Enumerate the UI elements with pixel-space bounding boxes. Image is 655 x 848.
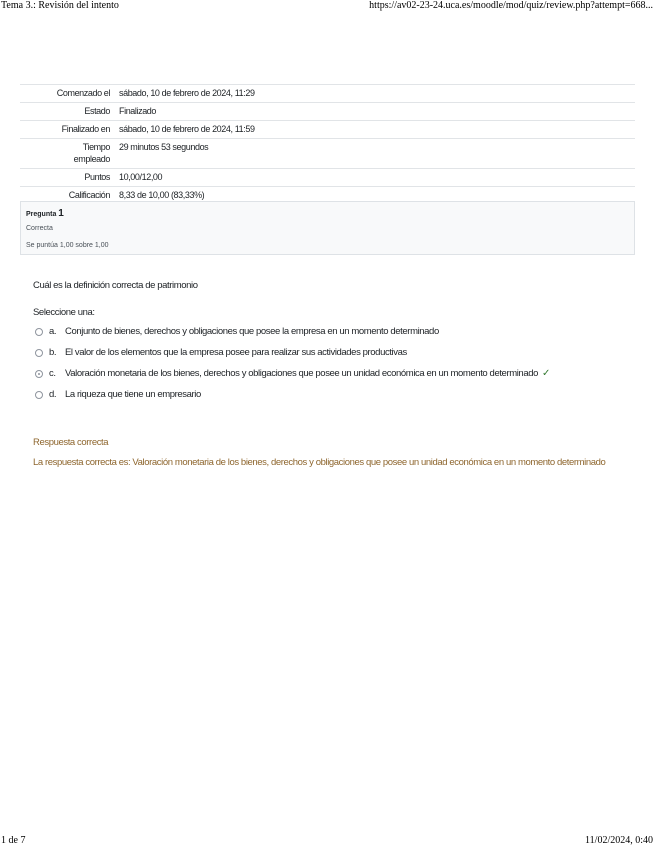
answer-option-d[interactable]: [35, 389, 201, 400]
option-text: El valor de los elementos que la empresa posee para realizar sus actividades productivas: [65, 347, 407, 358]
answer-option-b[interactable]: [35, 347, 407, 358]
summary-value: 10,00/12,00: [119, 172, 163, 182]
print-url: https://av02-23-24.uca.es/moodle/mod/quiz/review.php?attempt=668...: [369, 0, 653, 11]
option-letter: b.: [49, 347, 57, 358]
radio-icon[interactable]: [35, 328, 43, 336]
option-letter: d.: [49, 389, 57, 400]
summary-value: sábado, 10 de febrero de 2024, 11:29: [119, 88, 255, 98]
print-page-title: Tema 3.: Revisión del intento: [1, 0, 119, 11]
feedback-right-answer: La respuesta correcta es: Valoración monetaria de los bienes, derechos y obligaciones que posee un unidad económica en un momento determinado: [33, 457, 606, 468]
question-text: Cuál es la definición correcta de patrimonio: [33, 280, 198, 291]
summary-value: sábado, 10 de febrero de 2024, 11:59: [119, 124, 255, 134]
radio-icon[interactable]: [35, 391, 43, 399]
print-datetime: 11/02/2024, 0:40: [585, 835, 653, 846]
option-letter: c.: [49, 368, 56, 379]
option-letter: a.: [49, 326, 57, 337]
question-prefix: Pregunta: [26, 211, 57, 218]
page-count: 1 de 7: [1, 835, 26, 846]
print-footer: [0, 835, 655, 848]
question-number-value: 1: [58, 208, 64, 219]
summary-label: Puntos: [84, 172, 110, 182]
summary-label: Calificación: [68, 190, 110, 200]
feedback-title: Respuesta correcta: [33, 437, 109, 448]
answer-option-a[interactable]: [35, 326, 439, 337]
summary-value: 8,33 de 10,00 (83,33%): [119, 190, 205, 200]
answer-prompt: Seleccione una:: [33, 307, 95, 318]
summary-label: Finalizado en: [61, 124, 110, 134]
radio-icon[interactable]: [35, 349, 43, 357]
question-state: Correcta: [26, 225, 53, 232]
summary-label: Estado: [84, 106, 110, 116]
attempt-summary-table: [20, 84, 635, 205]
summary-row: [20, 121, 635, 139]
print-header: [0, 0, 655, 14]
summary-row: [20, 85, 635, 103]
summary-row: [20, 139, 635, 169]
option-text: Valoración monetaria de los bienes, derechos y obligaciones que posee un unidad económica en un momento determinado: [65, 368, 538, 379]
radio-checked-icon[interactable]: [35, 370, 43, 378]
summary-label: Comenzado el: [56, 88, 110, 98]
option-text: Conjunto de bienes, derechos y obligaciones que posee la empresa en un momento determinado: [65, 326, 439, 337]
summary-row: [20, 103, 635, 121]
question-info-box: [20, 201, 635, 255]
feedback-box: [33, 432, 623, 470]
option-text: La riqueza que tiene un empresario: [65, 389, 201, 400]
summary-value: 29 minutos 53 segundos: [119, 142, 209, 152]
question-grade: Se puntúa 1,00 sobre 1,00: [26, 242, 109, 249]
correct-check-icon: ✓: [541, 368, 550, 379]
summary-row: [20, 169, 635, 187]
question-number: [26, 208, 64, 219]
summary-label: Tiempo empleado: [73, 142, 110, 164]
summary-value: Finalizado: [119, 106, 157, 116]
answer-option-c[interactable]: [35, 368, 550, 379]
